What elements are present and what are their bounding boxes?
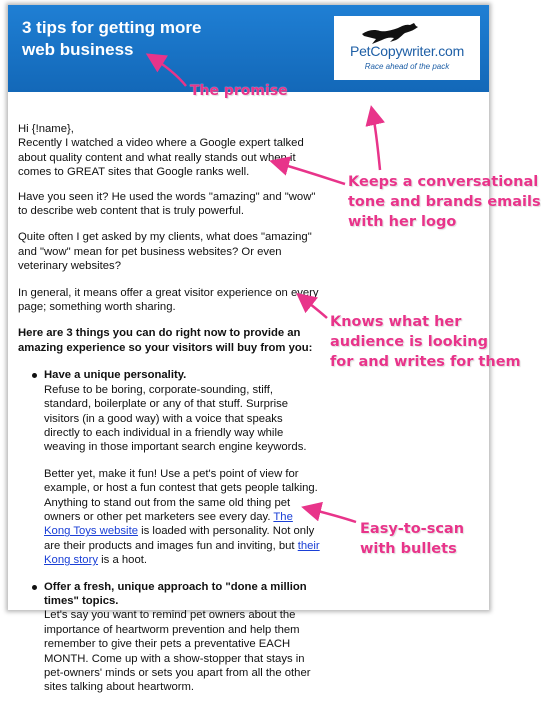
logo-wordmark: PetCopywriter.com (349, 43, 465, 59)
paragraph-1: Recently I watched a video where a Google expert talked about quality content and what really stands out when it comes to GREAT sites that Google ranks well. (18, 137, 304, 179)
bullet-text: Refuse to be boring, corporate-sounding, stiff, standard, boilerplate or any of that stuff. Surprise visitors (in a good way) with a voice that speaks directly to each individual in a friendly way while weaving in those important search engine keywords. (44, 383, 307, 454)
paragraph-3: Quite often I get asked by my clients, what does "amazing" and "wow" mean for pet business websites? Or even veterinary websites? (18, 231, 312, 273)
subject-line-2: web business (22, 40, 134, 59)
bullet-text-2: Better yet, make it fun! Use a pet's point of view for example, or host a fun contest that gets people talking. Anything to stand out from the same old thing pet owners or other pet marketers see every day. The Kong Toys website is loaded with personality. Not only are their products and images fun and inviting, but their Kong story is a hoot. (44, 467, 320, 567)
logo-tagline: Race ahead of the pack (364, 62, 450, 71)
bullet-text: Let's say you want to remind pet owners about the importance of heartworm prevention and help them remember to give their pets a preventative EACH MONTH. Come up with a show-stopper that stays in pet-owners' minds or sets you apart from all the other sites talking about heartworm. (44, 609, 311, 694)
annotation-tone: Keeps a conversational tone and brands emails with her logo (348, 174, 541, 230)
logo-arrow (372, 110, 380, 170)
annotation-promise: The promise (190, 83, 288, 99)
tone-arrow (274, 162, 345, 184)
promise-arrow (150, 56, 186, 86)
audience-arrow (300, 296, 327, 318)
scan-arrow (306, 508, 356, 522)
annotation-audience: Knows what her audience is looking for and writes for them (330, 314, 521, 370)
subject-line-1: 3 tips for getting more (22, 18, 202, 37)
lead-in: Here are 3 things you can do right now to provide an amazing experience so your visitors will buy from you: (18, 327, 313, 354)
annotation-scan: Easy-to-scan with bullets (360, 521, 465, 557)
paragraph-4: In general, it means offer a great visitor experience on every page; something worth sharing. (18, 286, 319, 314)
greeting: Hi {!name}, (18, 123, 74, 135)
kong-story-link[interactable]: their Kong story (44, 539, 320, 567)
paragraph-2: Have you seen it? He used the words "amazing" and "wow" to describe web content that is truly powerful. (18, 190, 316, 218)
bullet-heading: Have a unique personality. (44, 369, 187, 382)
kong-toys-link[interactable]: The Kong Toys website (44, 510, 293, 538)
bullet-heading: Offer a fresh, unique approach to "done a million times" topics. (44, 580, 307, 607)
